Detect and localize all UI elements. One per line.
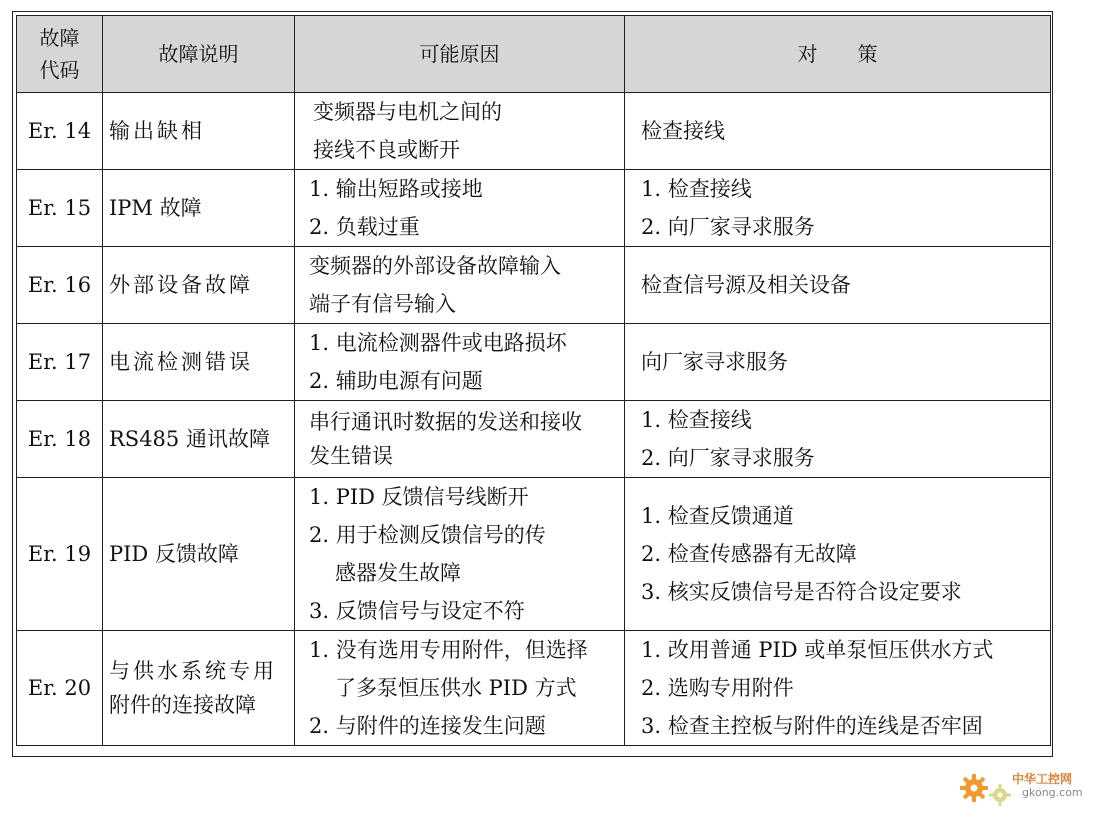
header-possible-cause: 可能原因 [295,16,625,93]
table-row [17,93,1051,170]
fault-description: 外部设备故障 [103,247,295,324]
countermeasure: 1. 检查接线 2. 向厂家寻求服务 [625,401,1051,478]
fault-code: Er. 15 [17,170,103,247]
possible-cause: 1. PID 反馈信号线断开 2. 用于检测反馈信号的传 感器发生故障 3. 反馈信号与设定不符 [295,478,625,631]
possible-cause: 1. 没有选用专用附件，但选择 了多泵恒压供水 PID 方式 2. 与附件的连接发生问题 [295,631,625,746]
watermark-en: gkong.com [1022,786,1083,799]
fault-description: 输出缺相 [103,93,295,170]
fault-code-table [16,15,1051,746]
countermeasure: 向厂家寻求服务 [625,324,1051,401]
possible-cause: 变频器的外部设备故障输入 端子有信号输入 [295,247,625,324]
table-row [17,478,1051,631]
fault-code: Er. 17 [17,324,103,401]
table-row [17,247,1051,324]
fault-code: Er. 19 [17,478,103,631]
fault-code: Er. 16 [17,247,103,324]
table-row [17,324,1051,401]
fault-description: 与供水系统专用 附件的连接故障 [103,631,295,746]
fault-description: RS485 通讯故障 [103,401,295,478]
fault-description: IPM 故障 [103,170,295,247]
table-row [17,170,1051,247]
fault-description: 电流检测错误 [103,324,295,401]
countermeasure: 1. 检查反馈通道 2. 检查传感器有无故障 3. 核实反馈信号是否符合设定要求 [625,478,1051,631]
possible-cause: 1. 电流检测器件或电路损坏 2. 辅助电源有问题 [295,324,625,401]
fault-description: PID 反馈故障 [103,478,295,631]
countermeasure: 检查信号源及相关设备 [625,247,1051,324]
watermark-cn: 中华工控网 [1012,772,1073,786]
countermeasure: 检查接线 [625,93,1051,170]
header-fault-description: 故障说明 [103,16,295,93]
countermeasure: 1. 改用普通 PID 或单泵恒压供水方式 2. 选购专用附件 3. 检查主控板与附件的连线是否牢固 [625,631,1051,746]
possible-cause: 1. 输出短路或接地 2. 负载过重 [295,170,625,247]
table-header-row [17,16,1051,93]
countermeasure: 1. 检查接线 2. 向厂家寻求服务 [625,170,1051,247]
fault-code: Er. 20 [17,631,103,746]
table-row [17,631,1051,746]
fault-code: Er. 18 [17,401,103,478]
possible-cause: 串行通讯时数据的发送和接收 发生错误 [295,401,625,478]
fault-code: Er. 14 [17,93,103,170]
header-countermeasure: 对 策 [625,16,1051,93]
possible-cause: 变频器与电机之间的 接线不良或断开 [295,93,625,170]
header-fault-code: 故障 代码 [17,16,103,93]
table-row [17,401,1051,478]
